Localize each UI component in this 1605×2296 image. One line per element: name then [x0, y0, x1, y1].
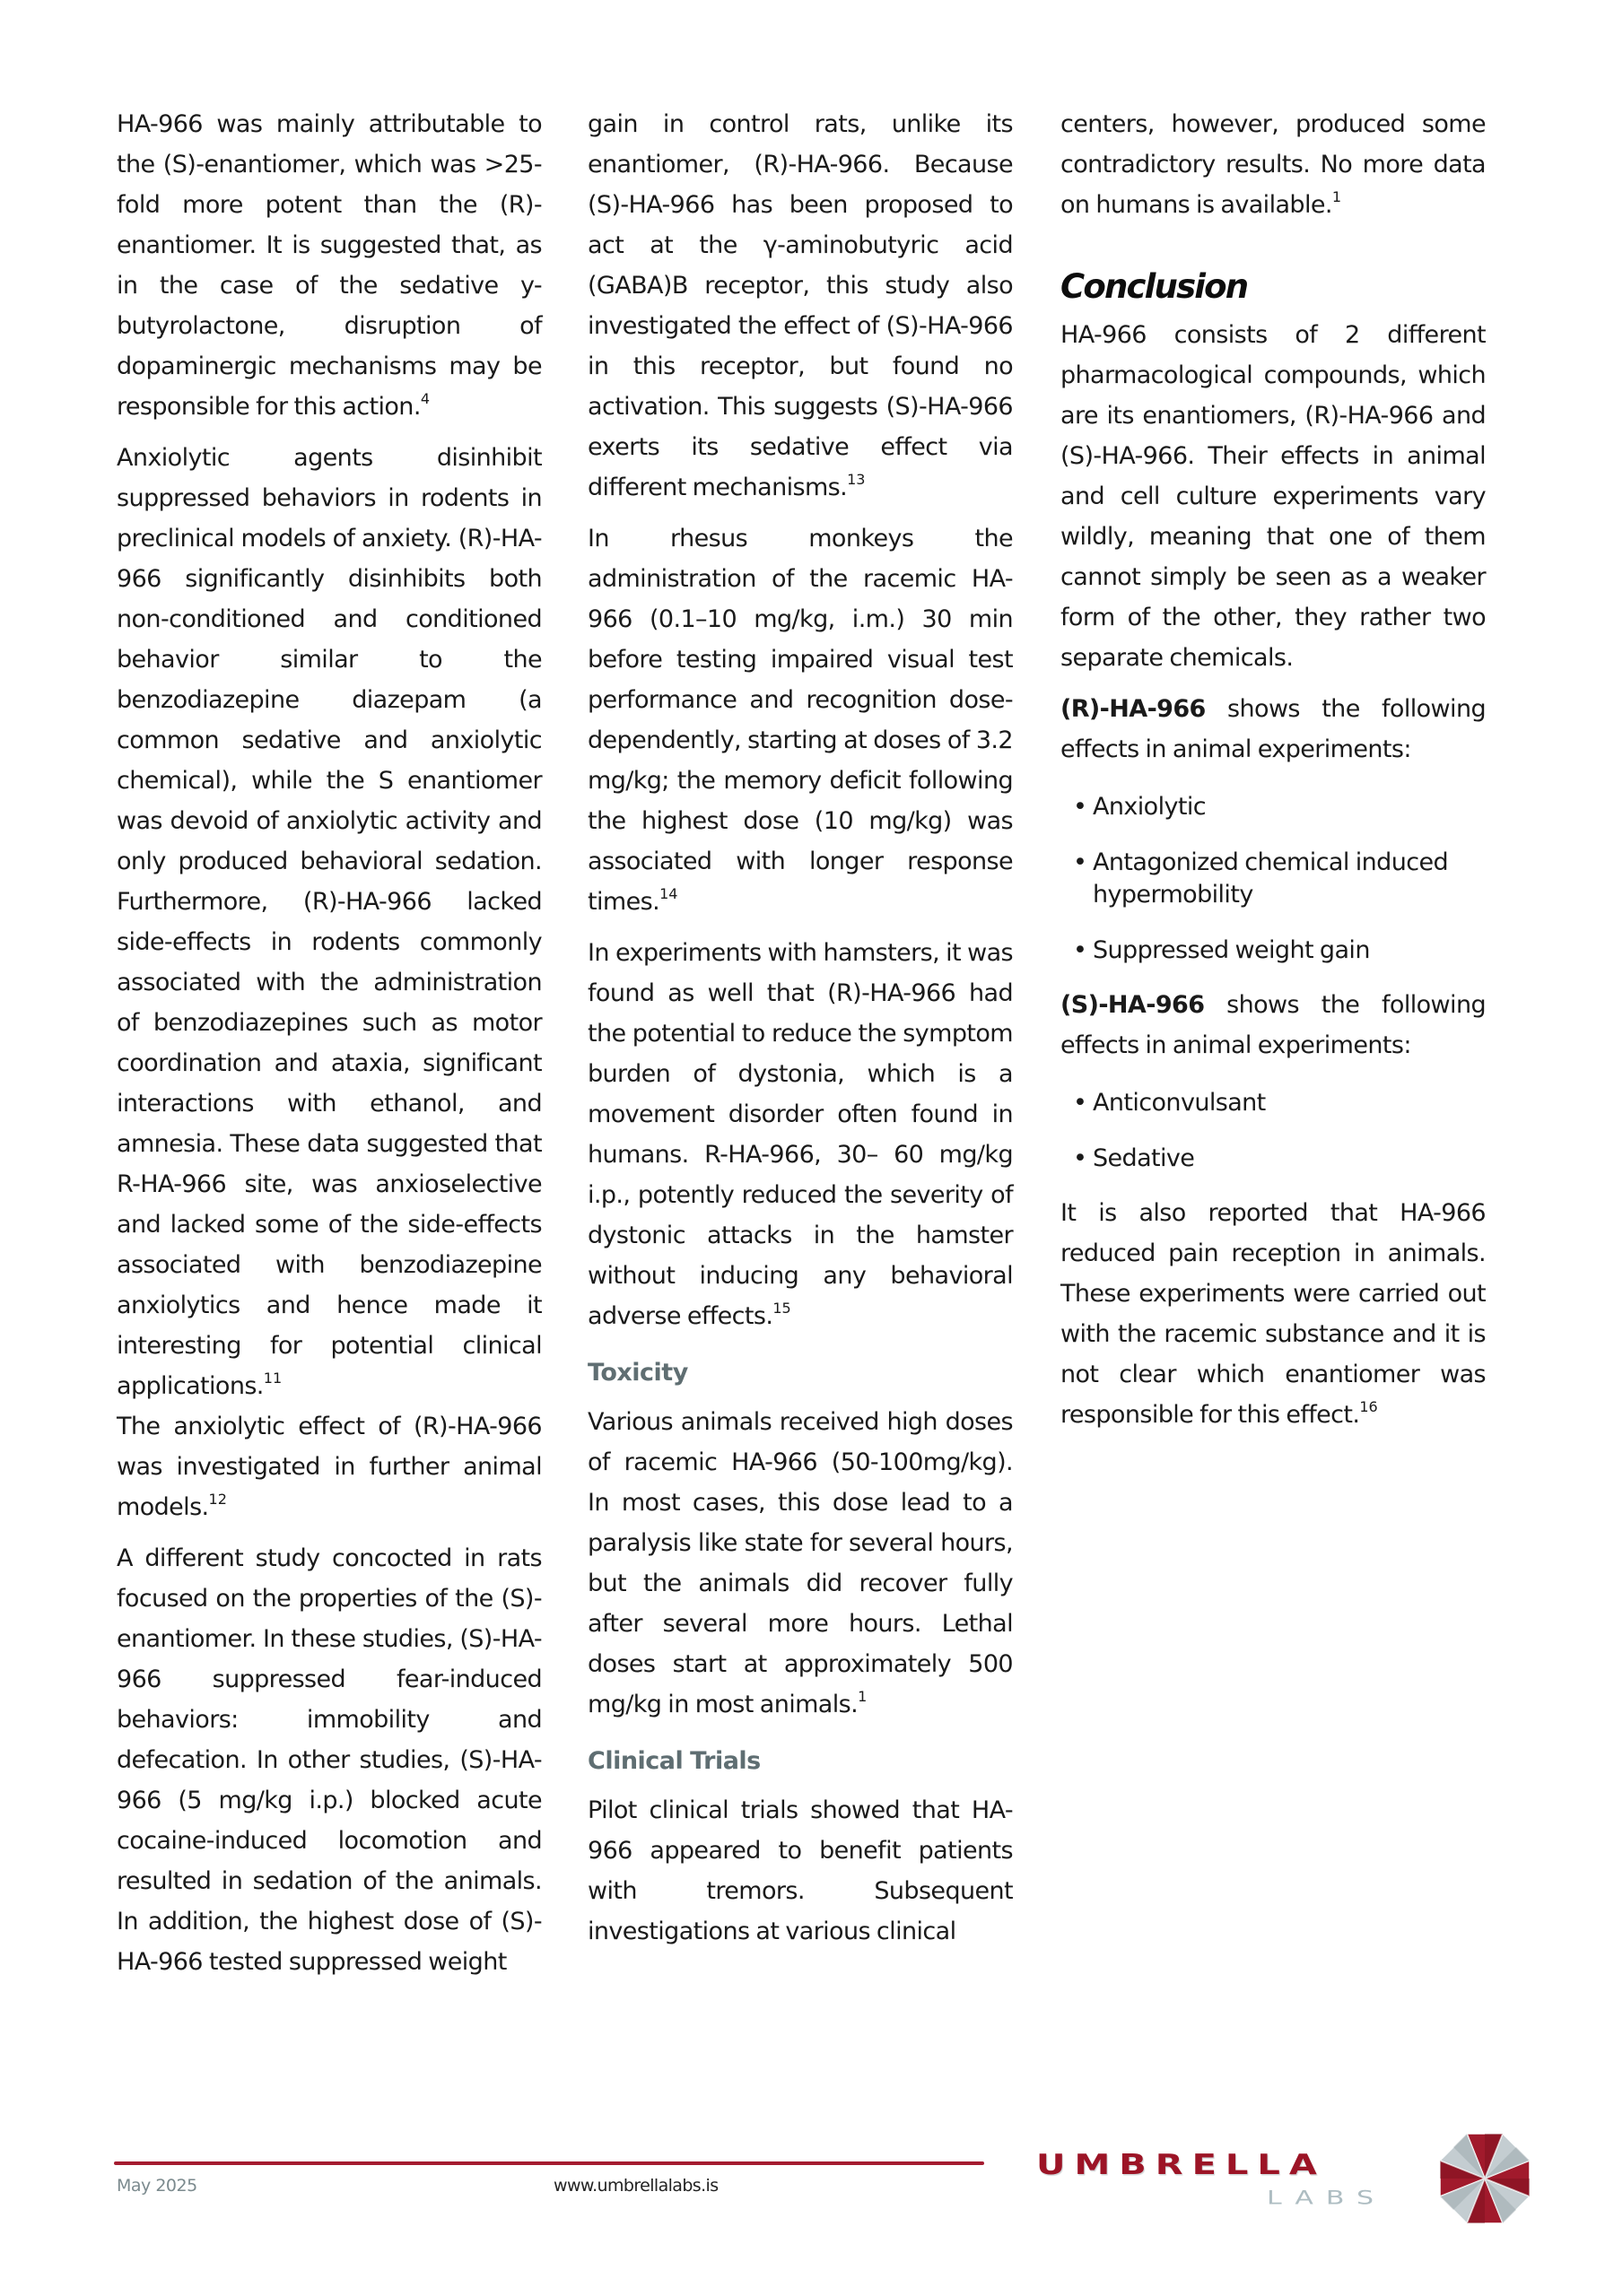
- paragraph: [588, 1790, 1013, 1952]
- paragraph-text: A different study concocted in rats focused on the properties of the (S)-enantiomer. In these studies, (S)-HA-966 suppressed fear-induced behaviors: immobility and defecation. In other studies, (S)-HA- 966 (5 mg/kg i.p.) blocked acute cocaine-induced locomotion and resulted in sedation of the animals. In addition, the highest dose of (S)-HA-966 tested suppressed weight: [117, 1544, 542, 1976]
- umbrella-labs-logo: [1032, 2127, 1543, 2235]
- subheading-toxicity: Toxicity: [588, 1359, 688, 1387]
- s-enantiomer-intro: [1060, 985, 1486, 1065]
- paragraph: [1060, 104, 1486, 225]
- paragraph: [588, 1402, 1013, 1725]
- s-effects-list: [1060, 1087, 1486, 1175]
- paragraph: [1060, 315, 1486, 678]
- paragraph-text: The anxiolytic effect of (R)-HA-966 was investigated in further animal models.: [117, 1413, 542, 1521]
- footer-website-link[interactable]: www.umbrellalabs.is: [554, 2176, 719, 2196]
- column-2: [588, 104, 1013, 1962]
- paragraph-text: HA-966 was mainly attributable to the (S)-enantiomer, which was >25-fold more potent than the (R)-enantiomer. It is suggested that, as in the case of the sedative y-butyrolactone, disruption of dopaminergic mechanisms may be responsible for this action.: [117, 110, 542, 421]
- paragraph-text: It is also reported that HA-966 reduced pain reception in animals. These experiments were carried out with the racemic substance and it is not clear which enantiomer was responsible for this effect.: [1060, 1199, 1486, 1429]
- bullet-icon: •: [1073, 936, 1087, 964]
- paragraph: [117, 438, 542, 1406]
- paragraph-text: centers, however, produced some contradictory results. No more data on humans is available.: [1060, 110, 1486, 219]
- footer-date: May 2025: [117, 2176, 197, 2196]
- s-enantiomer-label: (S)-HA-966: [1060, 991, 1205, 1019]
- bullet-icon: •: [1073, 1089, 1087, 1117]
- paragraph: [588, 518, 1013, 922]
- paragraph-text: shows the following effects in animal experiments:: [1060, 695, 1486, 763]
- paragraph-text: gain in control rats, unlike its enantiomer, (R)-HA-966. Because (S)-HA-966 has been proposed to act at the γ-aminobutyric acid (GABA)B receptor, this study also investigated the effect of (S)-HA-966 in this receptor, but found no activation. This suggests (S)-HA-966 exerts its sedative effect via different mechanisms.: [588, 110, 1013, 501]
- list-item-text: Suppressed weight gain: [1093, 936, 1370, 964]
- paragraph: [117, 104, 542, 427]
- citation-ref[interactable]: 12: [208, 1491, 227, 1508]
- footer-divider: [114, 2161, 984, 2165]
- paragraph: [117, 1538, 542, 1982]
- logo-subtitle: LABS: [1267, 2187, 1387, 2210]
- citation-ref[interactable]: 13: [847, 471, 866, 488]
- umbrella-logo-icon: [1435, 2129, 1534, 2228]
- list-item-text: Antagonized chemical induced hypermobility: [1093, 848, 1448, 909]
- list-item-text: Anticonvulsant: [1093, 1089, 1266, 1117]
- r-effects-list: [1060, 791, 1486, 967]
- paragraph-text: Anxiolytic agents disinhibit suppressed behaviors in rodents in preclinical models of anxiety. (R)-HA- 966 significantly disinhibits both non-conditioned and conditioned behavior similar to the benzodiazepine diazepam (a common sedative and anxiolytic chemical), while the S enantiomer was devoid of anxiolytic activity and only produced behavioral sedation. Furthermore, (R)-HA-966 lacked side-effects in rodents commonly associated with the administration of benzodiazepines such as motor coordination and ataxia, significant interactions with ethanol, and amnesia. These data suggested that R-HA-966 site, was anxioselective and lacked some of the side-effects associated with benzodiazepine anxiolytics and hence made it interesting for potential clinical applications.: [117, 444, 542, 1400]
- r-enantiomer-intro: [1060, 689, 1486, 770]
- r-enantiomer-label: (R)-HA-966: [1060, 695, 1206, 723]
- paragraph: [117, 1406, 542, 1527]
- paragraph-text: shows the following effects in animal experiments:: [1060, 991, 1486, 1059]
- logo-wordmark: UMBRELLA: [1036, 2149, 1326, 2181]
- citation-ref[interactable]: 1: [1331, 188, 1342, 205]
- citation-ref[interactable]: 11: [263, 1370, 283, 1387]
- citation-ref[interactable]: 16: [1359, 1398, 1378, 1415]
- paragraph-text: Pilot clinical trials showed that HA-966 appeared to benefit patients with tremors. Subsequent investigations at various clinical: [588, 1796, 1013, 1945]
- citation-ref[interactable]: 15: [772, 1300, 791, 1317]
- section-title-conclusion: Conclusion: [1060, 267, 1248, 306]
- paragraph: [1060, 1193, 1486, 1435]
- paragraph: [588, 104, 1013, 508]
- list-item: [1073, 791, 1486, 823]
- paragraph-text: In rhesus monkeys the administration of the racemic HA-966 (0.1–10 mg/kg, i.m.) 30 min before testing impaired visual test performance and recognition dose-dependently, starting at doses of 3.2 mg/kg; the memory deficit following the highest dose (10 mg/kg) was associated with longer response times.: [588, 525, 1013, 916]
- paragraph: [588, 933, 1013, 1336]
- bullet-icon: •: [1073, 1144, 1087, 1172]
- citation-ref[interactable]: 1: [858, 1688, 868, 1705]
- paragraph-text: In experiments with hamsters, it was found as well that (R)-HA-966 had the potential to reduce the symptom burden of dystonia, which is a movement disorder often found in humans. R-HA-966, 30– 60 mg/kg i.p., potently reduced the severity of dystonic attacks in the hamster without inducing any behavioral adverse effects.: [588, 939, 1013, 1330]
- column-3: [1060, 104, 1486, 1446]
- citation-ref[interactable]: 14: [659, 885, 678, 902]
- list-item-text: Sedative: [1093, 1144, 1195, 1172]
- citation-ref[interactable]: 4: [420, 390, 430, 407]
- paragraph-text: Various animals received high doses of racemic HA-966 (50-100mg/kg). In most cases, this dose lead to a paralysis like state for several hours, but the animals did recover fully after several more hours. Lethal doses start at approximately 500 mg/kg in most animals.: [588, 1408, 1013, 1718]
- list-item: [1073, 847, 1486, 911]
- column-1: [117, 104, 542, 1993]
- list-item: [1073, 1143, 1486, 1175]
- list-item: [1073, 935, 1486, 967]
- subheading-clinical-trials: Clinical Trials: [588, 1747, 761, 1775]
- list-item: [1073, 1087, 1486, 1119]
- paragraph-text: HA-966 consists of 2 different pharmacological compounds, which are its enantiomers, (R)-HA-966 and (S)-HA-966. Their effects in animal and cell culture experiments vary wildly, meaning that one of them cannot simply be seen as a weaker form of the other, they rather two separate chemicals.: [1060, 321, 1486, 672]
- list-item-text: Anxiolytic: [1093, 793, 1206, 821]
- bullet-icon: •: [1073, 848, 1087, 876]
- bullet-icon: •: [1073, 793, 1087, 821]
